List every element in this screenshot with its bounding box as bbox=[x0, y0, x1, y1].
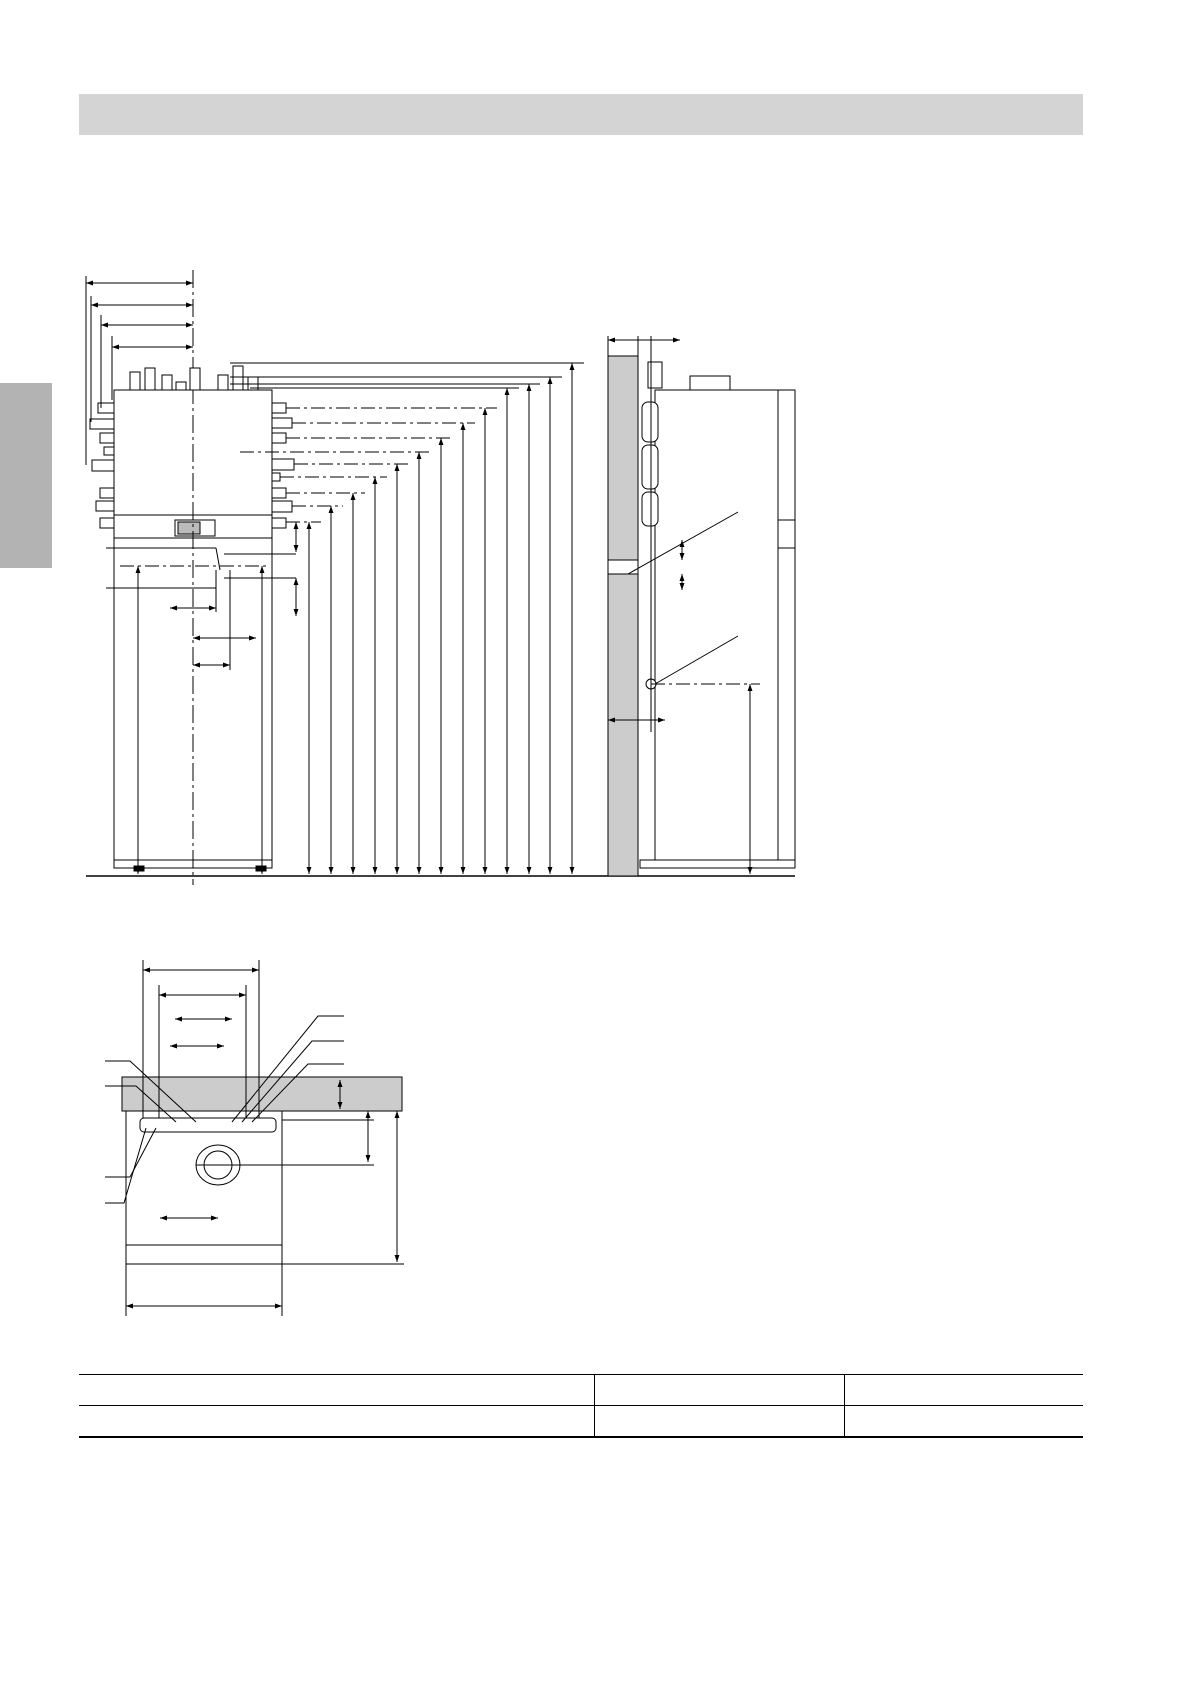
table-row bbox=[79, 1406, 1083, 1438]
front-view bbox=[86, 270, 795, 885]
table-cell bbox=[844, 1375, 1083, 1406]
wall-band-top bbox=[122, 1077, 402, 1111]
spec-table bbox=[79, 1374, 1083, 1438]
table-cell bbox=[594, 1406, 844, 1438]
table-cell bbox=[594, 1375, 844, 1406]
top-cabinet bbox=[126, 1111, 282, 1264]
table-cell bbox=[79, 1375, 594, 1406]
table-cell bbox=[844, 1406, 1083, 1438]
wall-section-upper bbox=[608, 356, 638, 560]
top-view bbox=[105, 960, 404, 1316]
side-cabinet bbox=[655, 390, 795, 860]
side-view bbox=[608, 336, 795, 876]
wall-section-lower bbox=[608, 574, 638, 876]
table-row bbox=[79, 1375, 1083, 1406]
table-cell bbox=[79, 1406, 594, 1438]
